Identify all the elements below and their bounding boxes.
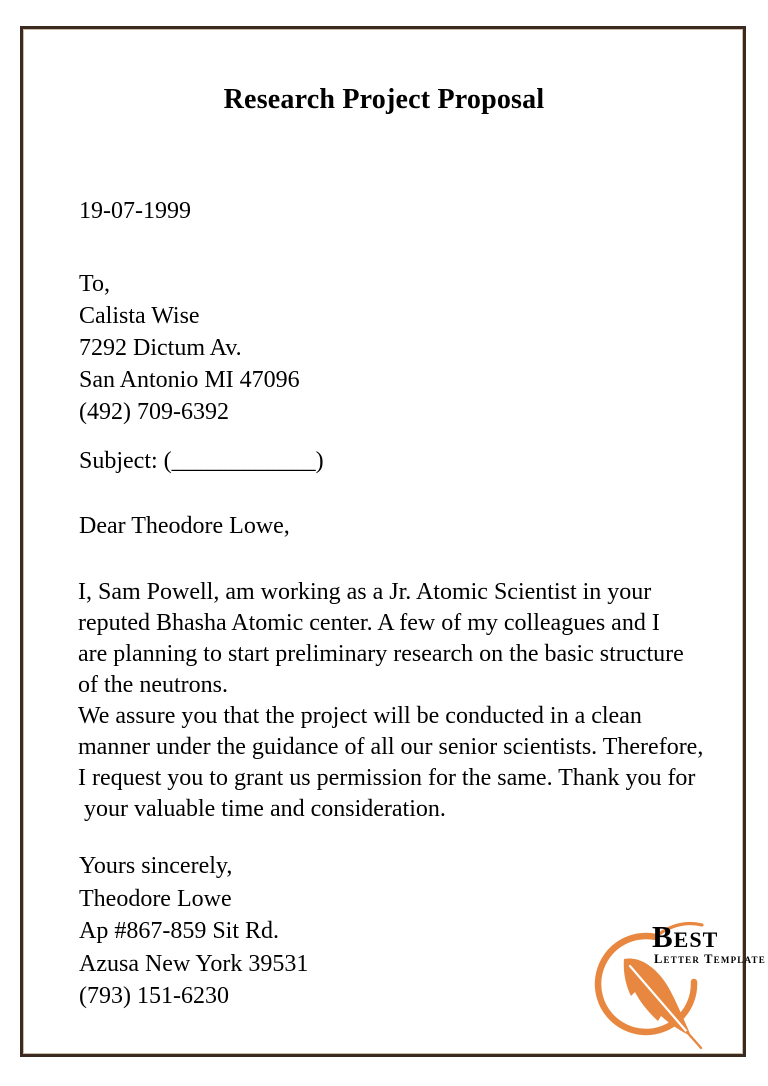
body-line: your valuable time and consideration. [78,796,446,822]
recipient-phone: (492) 709-6392 [79,399,229,425]
recipient-name: Calista Wise [79,303,200,329]
signature-name: Theodore Lowe [79,885,232,912]
logo-brand-text: Best [652,919,719,954]
letter-date: 19-07-1999 [79,198,191,224]
letter-body [78,577,703,825]
signature-closing: Yours sincerely, [79,853,233,879]
signature-phone: (793) 151-6230 [79,983,229,1009]
recipient-street: 7292 Dictum Av. [79,335,242,361]
signature-city: Azusa New York 39531 [79,950,309,977]
body-line: I, Sam Powell, am working as a Jr. Atomic Scientist in your [78,579,652,605]
body-line: manner under the guidance of all our senior scientists. Therefore, [78,734,704,760]
signature-street: Ap #867-859 Sit Rd. [79,918,280,944]
feather-quill-tip [687,1032,701,1048]
page-title: Research Project Proposal [223,84,545,115]
logo-tagline-text: Letter Template [654,952,766,966]
body-line: of the neutrons. [78,672,228,698]
recipient-city: San Antonio MI 47096 [79,367,300,393]
recipient-address-block [79,268,300,428]
body-line: I request you to grant us permission for the same. Thank you for [78,765,696,791]
signature-block [79,850,308,1013]
body-line: reputed Bhasha Atomic center. A few of my colleagues and I [78,610,660,636]
body-line: are planning to start preliminary research on the basic structure [78,641,684,667]
body-line: We assure you that the project will be conducted in a clean [78,703,642,729]
recipient-line: To, [79,271,110,297]
salutation: Dear Theodore Lowe, [79,513,290,539]
subject-line: Subject: (____________) [79,448,324,474]
